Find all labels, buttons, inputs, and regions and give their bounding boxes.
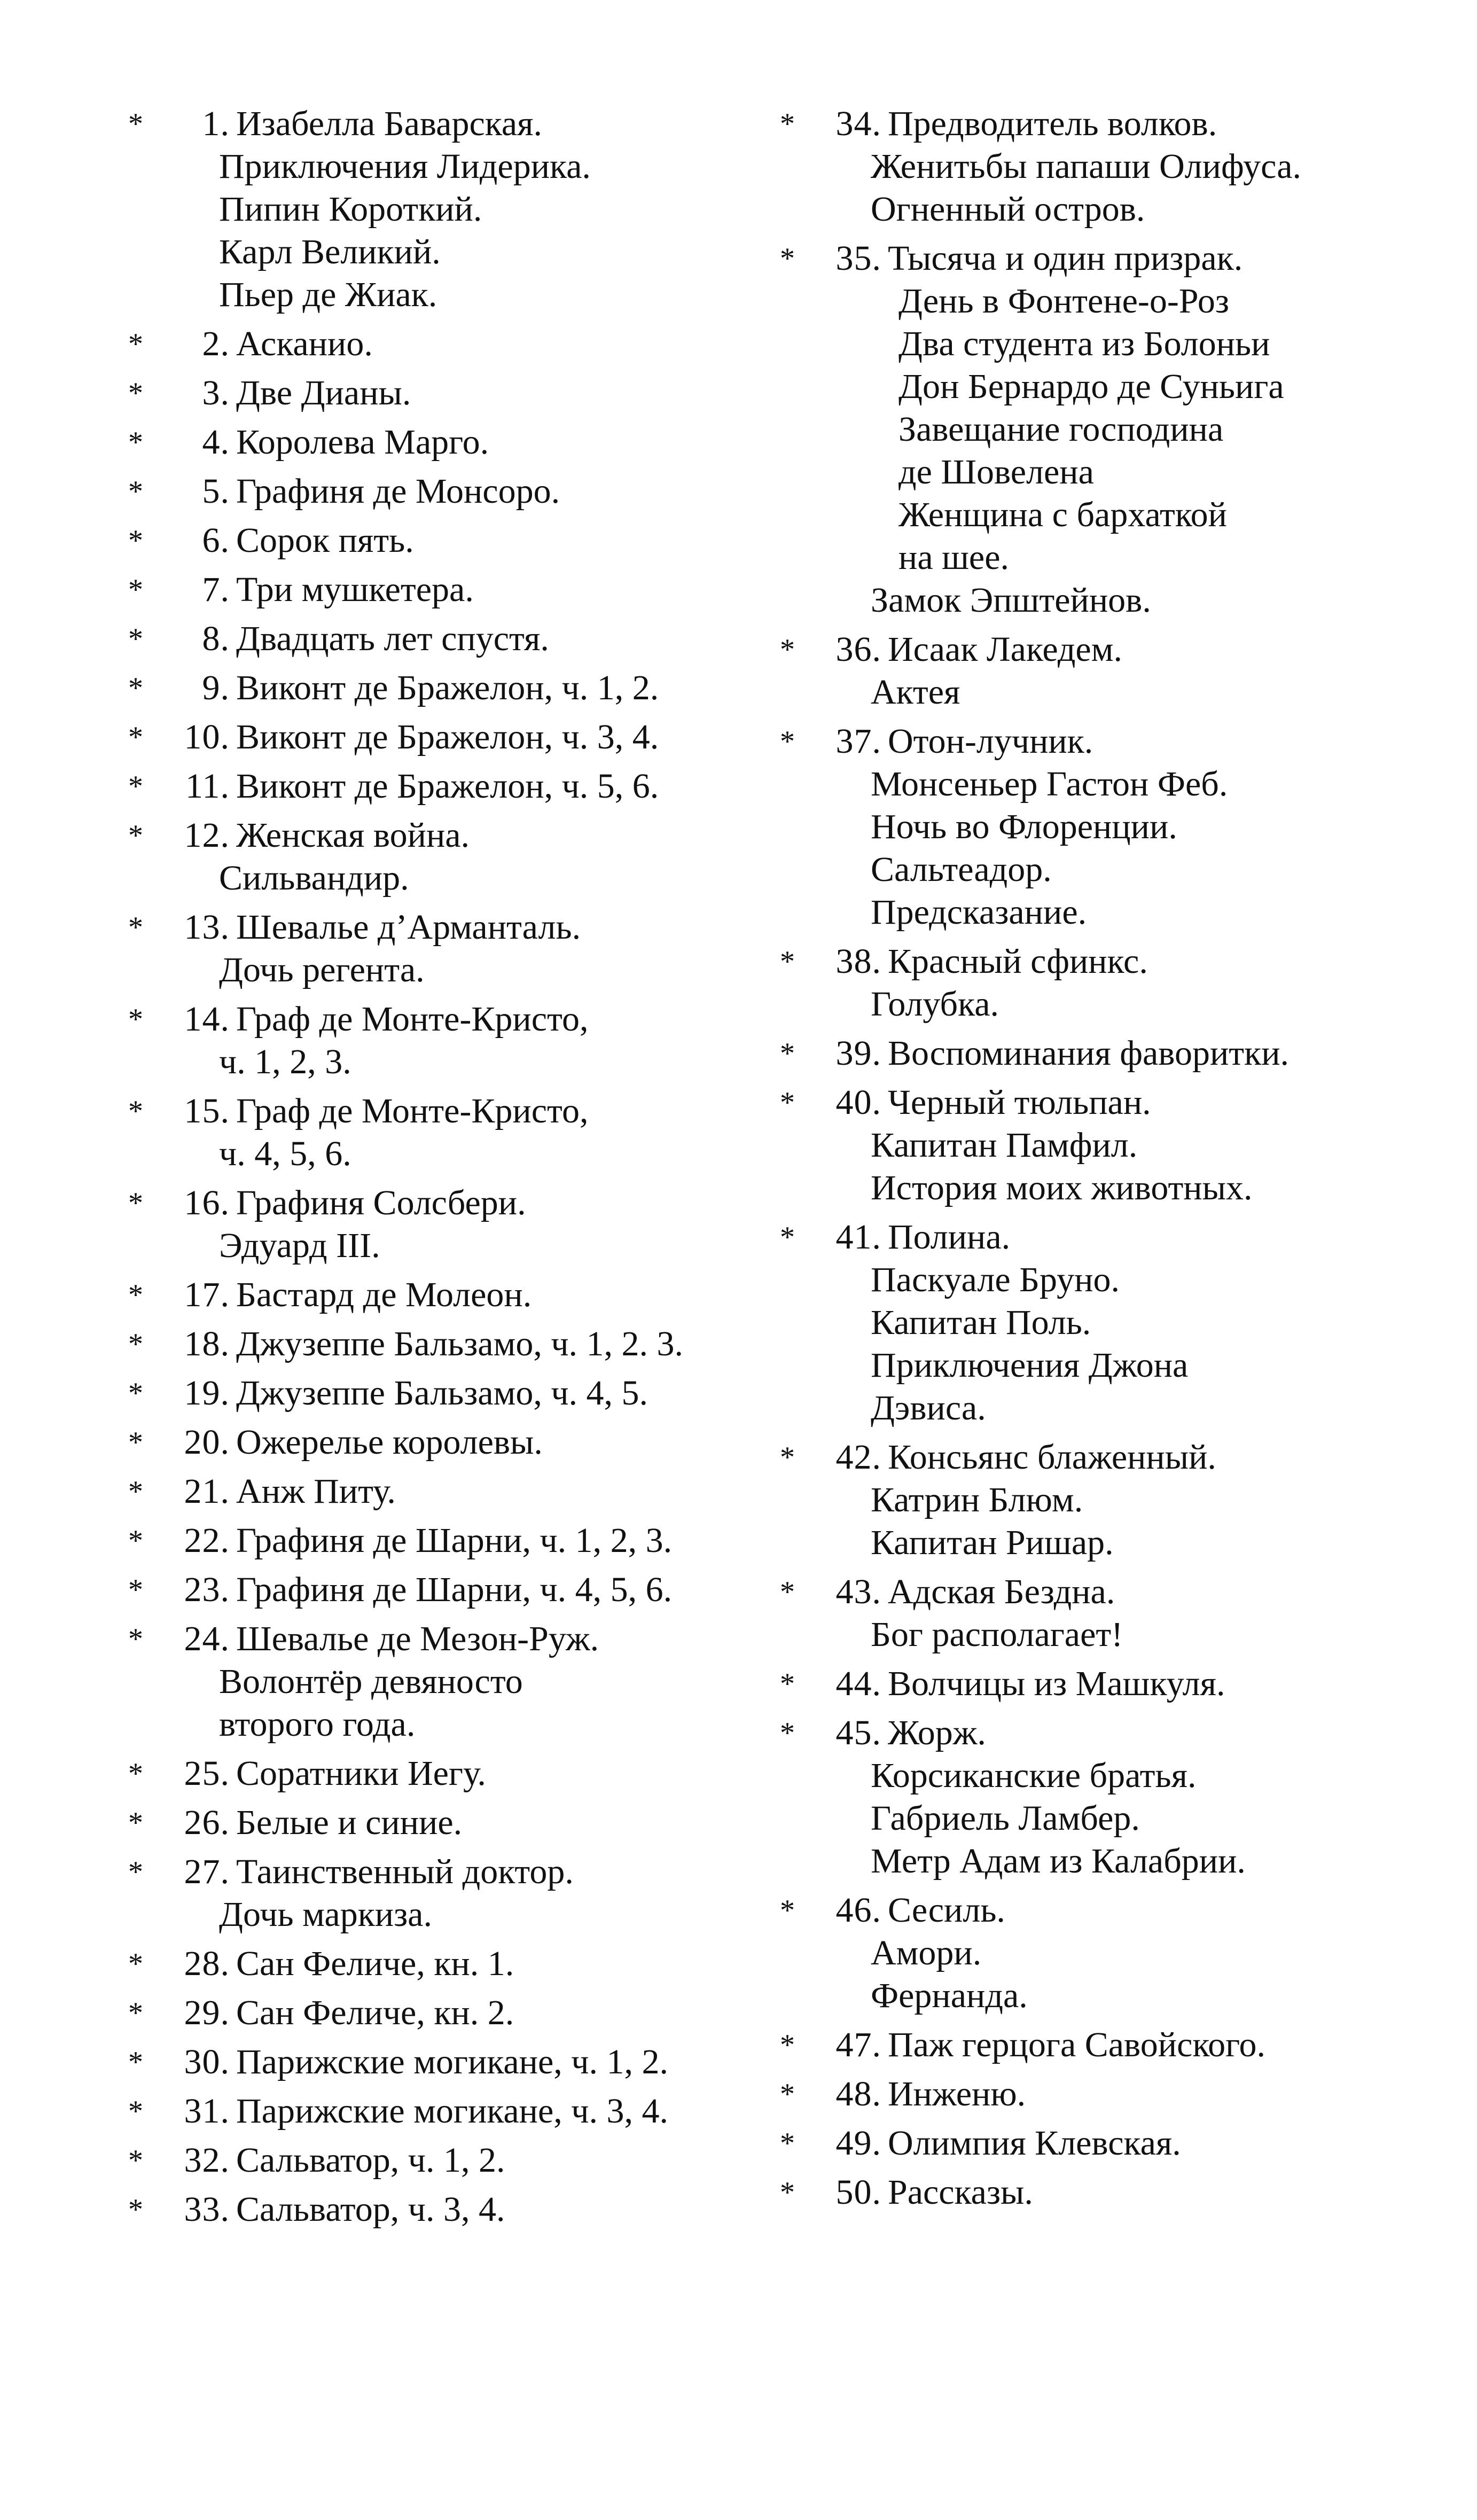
list-item	[780, 1571, 1421, 1656]
volume-titles	[236, 1519, 759, 1562]
volume-titles	[236, 1421, 759, 1464]
list-item	[128, 1992, 759, 2034]
title-line: Актея	[871, 673, 960, 712]
title-line: Три мушкетера.	[236, 570, 474, 609]
asterisk-marker: *	[128, 911, 143, 944]
title-line: Женитьбы папаши Олифуса.	[871, 147, 1302, 186]
title-line: Шевалье де Мезон-Руж.	[236, 1619, 599, 1658]
volume-titles	[888, 2122, 1421, 2165]
asterisk-marker: *	[128, 1475, 143, 1508]
volume-number: 6.	[202, 521, 230, 560]
volume-number: 43.	[835, 1572, 881, 1611]
volume-titles	[871, 1436, 1421, 1564]
list-item	[780, 103, 1421, 231]
volume-titles	[236, 1470, 759, 1513]
asterisk-marker: *	[128, 2095, 143, 2128]
list-item	[128, 1569, 759, 1611]
volume-titles	[236, 1752, 759, 1795]
volume-number: 12.	[184, 816, 230, 855]
title-line: Парижские могикане, ч. 1, 2.	[236, 2042, 668, 2081]
asterisk-marker: *	[780, 2127, 795, 2160]
list-item	[780, 237, 1421, 622]
title-line: Бастард де Молеон.	[236, 1275, 532, 1314]
title-line: Отон-лучник.	[888, 722, 1093, 761]
title-line: Голубка.	[871, 985, 999, 1024]
volume-titles	[236, 470, 759, 513]
list-item	[128, 1323, 759, 1366]
volume-number: 20.	[184, 1423, 230, 1462]
title-line: Белые и синие.	[236, 1803, 463, 1842]
list-item	[780, 1889, 1421, 2017]
volume-number: 49.	[835, 2124, 881, 2163]
volume-titles	[888, 1663, 1421, 1705]
asterisk-marker: *	[128, 2193, 143, 2226]
volume-number: 5.	[202, 472, 230, 511]
asterisk-marker: *	[128, 1278, 143, 1312]
volume-titles	[219, 814, 759, 900]
list-item	[780, 2122, 1421, 2165]
title-line: Бог располагает!	[871, 1615, 1123, 1654]
asterisk-marker: *	[128, 1426, 143, 1459]
volume-number: 30.	[184, 2042, 230, 2081]
asterisk-marker: *	[780, 1575, 795, 1609]
title-line: Сан Феличе, кн. 2.	[236, 1993, 514, 2032]
title-line: Предводитель волков.	[888, 104, 1217, 143]
title-line: Джузеппе Бальзамо, ч. 1, 2. 3.	[236, 1324, 684, 1363]
list-item	[128, 1182, 759, 1267]
title-line: Консьянс блаженный.	[888, 1438, 1216, 1477]
title-line: Сесиль.	[888, 1891, 1005, 1930]
title-line: Асканио.	[236, 324, 373, 363]
volume-number: 48.	[835, 2074, 881, 2113]
title-line: Пьер де Жиак.	[219, 275, 437, 314]
volume-titles	[236, 765, 759, 808]
volume-titles	[236, 1801, 759, 1844]
asterisk-marker: *	[780, 1667, 795, 1700]
asterisk-marker: *	[128, 426, 143, 459]
title-line: Графиня де Шарни, ч. 1, 2, 3.	[236, 1521, 673, 1560]
title-line: Пипин Короткий.	[219, 190, 482, 229]
volume-number: 33.	[184, 2190, 230, 2229]
title-line: Инженю.	[888, 2074, 1026, 2113]
asterisk-marker: *	[780, 107, 795, 141]
volume-number: 24.	[184, 1619, 230, 1658]
volume-number: 19.	[184, 1374, 230, 1413]
volume-number: 44.	[835, 1664, 881, 1703]
title-line: Исаак Лакедем.	[888, 630, 1122, 669]
list-item	[128, 2090, 759, 2133]
list-item	[128, 1618, 759, 1746]
title-line: Парижские могикане, ч. 3, 4.	[236, 2092, 668, 2131]
volume-titles	[871, 1571, 1421, 1656]
title-line: Два студента из Болоньи	[898, 324, 1270, 363]
volume-titles	[236, 519, 759, 562]
volume-titles	[871, 720, 1421, 934]
list-item	[780, 2171, 1421, 2214]
volume-titles	[219, 906, 759, 992]
asterisk-marker: *	[780, 2029, 795, 2062]
volume-number: 17.	[184, 1275, 230, 1314]
title-line: Амори.	[871, 1933, 982, 1972]
title-line: Изабелла Баварская.	[236, 104, 542, 143]
title-line: Фернанда.	[871, 1976, 1028, 2015]
volume-number: 35.	[835, 239, 881, 278]
asterisk-marker: *	[128, 819, 143, 852]
volume-titles	[888, 2024, 1421, 2066]
volume-titles	[236, 1372, 759, 1415]
volume-number: 46.	[835, 1891, 881, 1930]
volume-titles	[236, 568, 759, 611]
asterisk-marker: *	[780, 1894, 795, 1927]
list-item	[128, 1421, 759, 1464]
list-item	[128, 470, 759, 513]
title-line: Ночь во Флоренции.	[871, 807, 1177, 846]
volume-number: 23.	[184, 1570, 230, 1609]
title-line: Паскуале Бруно.	[871, 1260, 1120, 1299]
volume-number: 42.	[835, 1438, 881, 1477]
title-line: Джузеппе Бальзамо, ч. 4, 5.	[236, 1374, 648, 1413]
title-line: Двадцать лет спустя.	[236, 619, 549, 658]
asterisk-marker: *	[128, 1806, 143, 1839]
volume-number: 34.	[835, 104, 881, 143]
asterisk-marker: *	[128, 107, 143, 141]
asterisk-marker: *	[128, 1187, 143, 1220]
list-item	[128, 2041, 759, 2084]
asterisk-marker: *	[780, 1221, 795, 1254]
title-line: де Шовелена	[898, 452, 1094, 491]
title-line: Виконт де Бражелон, ч. 1, 2.	[236, 668, 659, 707]
title-line: Волчицы из Машкуля.	[888, 1664, 1225, 1703]
title-line: Волонтёр девяносто	[219, 1662, 523, 1701]
volume-titles	[871, 1712, 1421, 1883]
right-column	[780, 103, 1421, 2220]
list-item	[780, 720, 1421, 934]
title-line: Сальтеадор.	[871, 850, 1052, 889]
asterisk-marker: *	[780, 2176, 795, 2209]
list-item	[780, 1436, 1421, 1564]
volume-titles	[236, 1274, 759, 1316]
volume-number: 38.	[835, 942, 881, 981]
title-line: Черный тюльпан.	[888, 1083, 1151, 1122]
volume-titles	[236, 716, 759, 759]
list-item	[128, 998, 759, 1083]
asterisk-marker: *	[780, 945, 795, 978]
volume-number: 27.	[184, 1852, 230, 1891]
volume-titles	[888, 2073, 1421, 2116]
volume-titles	[236, 1942, 759, 1985]
title-line: Две Дианы.	[236, 373, 411, 412]
volume-titles	[236, 618, 759, 660]
title-line: Тысяча и один призрак.	[888, 239, 1243, 278]
list-item	[780, 628, 1421, 714]
title-line: ч. 1, 2, 3.	[219, 1042, 351, 1081]
title-line: Таинственный доктор.	[236, 1852, 574, 1891]
list-item	[128, 1851, 759, 1936]
asterisk-marker: *	[128, 1003, 143, 1036]
asterisk-marker: *	[128, 1757, 143, 1790]
volume-titles	[236, 2090, 759, 2133]
volume-number: 31.	[184, 2092, 230, 2131]
title-line: Сан Феличе, кн. 1.	[236, 1944, 514, 1983]
title-line: Графиня де Монсоро.	[236, 472, 560, 511]
list-item	[128, 1519, 759, 1562]
list-item	[128, 716, 759, 759]
asterisk-marker: *	[128, 1524, 143, 1557]
asterisk-marker: *	[780, 1717, 795, 1750]
volume-number: 45.	[835, 1713, 881, 1752]
asterisk-marker: *	[780, 1037, 795, 1070]
list-item	[128, 1752, 759, 1795]
title-line: Корсиканские братья.	[871, 1756, 1197, 1795]
list-item	[780, 1081, 1421, 1210]
title-line: Воспоминания фаворитки.	[888, 1034, 1290, 1073]
volume-number: 25.	[184, 1754, 230, 1793]
volume-number: 11.	[185, 767, 230, 806]
asterisk-marker: *	[128, 1573, 143, 1606]
volume-titles	[236, 2188, 759, 2231]
title-line: История моих животных.	[871, 1168, 1253, 1207]
title-line: Жорж.	[888, 1713, 986, 1752]
list-item	[128, 1801, 759, 1844]
asterisk-marker: *	[128, 1328, 143, 1361]
title-line: Ожерелье королевы.	[236, 1423, 543, 1462]
volume-titles	[871, 1216, 1421, 1430]
list-item	[128, 814, 759, 900]
volume-number: 40.	[835, 1083, 881, 1122]
list-item	[128, 2188, 759, 2231]
asterisk-marker: *	[128, 721, 143, 754]
title-line: Виконт де Бражелон, ч. 3, 4.	[236, 717, 659, 756]
title-line: Катрин Блюм.	[871, 1480, 1083, 1519]
asterisk-marker: *	[128, 524, 143, 557]
title-line: Полина.	[888, 1218, 1011, 1257]
volume-titles	[219, 103, 759, 316]
asterisk-marker: *	[128, 1855, 143, 1889]
title-line: Сильвандир.	[219, 859, 409, 898]
asterisk-marker: *	[128, 573, 143, 606]
title-line: Сорок пять.	[236, 521, 414, 560]
list-item	[128, 1942, 759, 1985]
asterisk-marker: *	[780, 1086, 795, 1119]
asterisk-marker: *	[128, 2144, 143, 2177]
list-item	[128, 667, 759, 709]
asterisk-marker: *	[780, 1441, 795, 1474]
volume-number: 16.	[184, 1183, 230, 1222]
asterisk-marker: *	[128, 1377, 143, 1410]
list-item	[128, 1470, 759, 1513]
asterisk-marker: *	[780, 2078, 795, 2111]
title-line: Капитан Памфил.	[871, 1126, 1138, 1165]
asterisk-marker: *	[128, 622, 143, 656]
volume-number: 21.	[184, 1472, 230, 1511]
title-line: Графиня Солсбери.	[236, 1183, 526, 1222]
title-line: Женская война.	[236, 816, 470, 855]
volume-number: 7.	[202, 570, 230, 609]
volume-titles	[871, 1889, 1421, 2017]
volume-number: 18.	[184, 1324, 230, 1363]
volume-number: 13.	[184, 908, 230, 947]
title-line: Анж Питу.	[236, 1472, 396, 1511]
asterisk-marker: *	[128, 327, 143, 361]
title-line: Огненный остров.	[871, 190, 1145, 229]
title-line: Рассказы.	[888, 2173, 1033, 2212]
list-item	[128, 618, 759, 660]
title-line: Адская Бездна.	[888, 1572, 1115, 1611]
title-line: Дон Бернардо де Суньига	[898, 367, 1284, 406]
volume-titles	[888, 1032, 1421, 1075]
title-line: Сальватор, ч. 1, 2.	[236, 2141, 505, 2180]
volume-titles	[236, 2041, 759, 2084]
title-line: Карл Великий.	[219, 232, 441, 271]
volume-number: 41.	[835, 1218, 881, 1257]
asterisk-marker: *	[128, 377, 143, 410]
title-line: Виконт де Бражелон, ч. 5, 6.	[236, 767, 659, 806]
title-line: Эдуард III.	[219, 1226, 380, 1265]
title-line: Габриель Ламбер.	[871, 1799, 1140, 1838]
volume-number: 9.	[202, 668, 230, 707]
title-line: Соратники Иегу.	[236, 1754, 486, 1793]
title-line: Сальватор, ч. 3, 4.	[236, 2190, 505, 2229]
volume-number: 32.	[184, 2141, 230, 2180]
left-column	[128, 103, 759, 2237]
asterisk-marker: *	[128, 770, 143, 803]
volume-titles	[219, 1090, 759, 1175]
title-line: Капитан Ришар.	[871, 1523, 1114, 1562]
list-item	[780, 1216, 1421, 1430]
volume-titles	[236, 667, 759, 709]
list-item	[128, 103, 759, 316]
list-item	[128, 1372, 759, 1415]
title-line: Шевалье д’Арманталь.	[236, 908, 581, 947]
list-item	[780, 1032, 1421, 1075]
asterisk-marker: *	[128, 475, 143, 508]
volume-titles	[236, 1992, 759, 2034]
volume-titles	[236, 323, 759, 365]
volume-titles	[219, 1618, 759, 1746]
volume-number: 29.	[184, 1993, 230, 2032]
title-line: Дочь регента.	[219, 950, 425, 989]
volume-number: 3.	[202, 373, 230, 412]
asterisk-marker: *	[128, 672, 143, 705]
asterisk-marker: *	[780, 242, 795, 275]
list-item	[128, 765, 759, 808]
title-line: Приключения Лидерика.	[219, 147, 591, 186]
title-line: Замок Эпштейнов.	[871, 581, 1151, 620]
asterisk-marker: *	[780, 633, 795, 666]
title-line: Дэвиса.	[871, 1388, 986, 1427]
volume-number: 14.	[184, 1000, 230, 1039]
list-item	[128, 906, 759, 992]
list-item	[780, 1712, 1421, 1883]
list-item	[780, 1663, 1421, 1705]
volume-titles	[888, 2171, 1421, 2214]
volume-titles	[219, 998, 759, 1083]
volume-titles	[219, 1182, 759, 1267]
volume-number: 1.	[202, 104, 230, 143]
list-item	[780, 940, 1421, 1026]
volume-titles	[871, 628, 1421, 714]
volume-number: 2.	[202, 324, 230, 363]
volume-number: 37.	[835, 722, 881, 761]
asterisk-marker: *	[128, 2046, 143, 2079]
volume-number: 10.	[184, 717, 230, 756]
title-line: второго года.	[219, 1705, 416, 1744]
volume-titles	[871, 940, 1421, 1026]
volume-number: 36.	[835, 630, 881, 669]
title-line: Граф де Монте-Кристо,	[236, 1000, 589, 1039]
volume-titles	[236, 421, 759, 464]
list-item	[128, 2139, 759, 2182]
volume-titles	[871, 103, 1421, 231]
title-line: Граф де Монте-Кристо,	[236, 1091, 589, 1130]
volume-number: 15.	[184, 1091, 230, 1130]
volume-number: 22.	[184, 1521, 230, 1560]
title-line: Приключения Джона	[871, 1346, 1189, 1385]
title-line: Олимпия Клевская.	[888, 2124, 1181, 2163]
title-line: Красный сфинкс.	[888, 942, 1148, 981]
title-line: Капитан Поль.	[871, 1303, 1091, 1342]
list-item	[128, 372, 759, 415]
title-line: Королева Марго.	[236, 423, 489, 462]
title-line: Паж герцога Савойского.	[888, 2025, 1266, 2064]
volume-titles	[236, 1569, 759, 1611]
list-item	[128, 519, 759, 562]
title-line: на шее.	[898, 538, 1010, 577]
title-line: Дочь маркиза.	[219, 1895, 432, 1934]
volume-titles	[236, 2139, 759, 2182]
list-item	[128, 1090, 759, 1175]
volume-number: 8.	[202, 619, 230, 658]
asterisk-marker: *	[128, 1996, 143, 2030]
title-line: Метр Адам из Калабрии.	[871, 1842, 1246, 1881]
volume-number: 26.	[184, 1803, 230, 1842]
list-item	[128, 323, 759, 365]
volume-titles	[236, 372, 759, 415]
list-item	[128, 1274, 759, 1316]
title-line: Предсказание.	[871, 893, 1087, 932]
volume-titles	[236, 1323, 759, 1366]
title-line: ч. 4, 5, 6.	[219, 1134, 351, 1173]
list-item	[780, 2073, 1421, 2116]
asterisk-marker: *	[128, 1622, 143, 1656]
title-line: Завещание господина	[898, 410, 1224, 449]
volume-number: 4.	[202, 423, 230, 462]
title-line: Женщина с бархаткой	[898, 495, 1227, 534]
volume-titles	[871, 1081, 1421, 1210]
volume-number: 28.	[184, 1944, 230, 1983]
list-item	[128, 421, 759, 464]
volume-number: 39.	[835, 1034, 881, 1073]
volume-number: 47.	[835, 2025, 881, 2064]
title-line: Монсеньер Гастон Феб.	[871, 764, 1228, 803]
asterisk-marker: *	[128, 1095, 143, 1128]
title-line: День в Фонтене-о-Роз	[898, 282, 1230, 321]
volume-number: 50.	[835, 2173, 881, 2212]
volume-titles	[871, 237, 1421, 622]
asterisk-marker: *	[780, 725, 795, 758]
title-line: Графиня де Шарни, ч. 4, 5, 6.	[236, 1570, 673, 1609]
list-item	[128, 568, 759, 611]
volume-titles	[219, 1851, 759, 1936]
asterisk-marker: *	[128, 1947, 143, 1980]
list-item	[780, 2024, 1421, 2066]
